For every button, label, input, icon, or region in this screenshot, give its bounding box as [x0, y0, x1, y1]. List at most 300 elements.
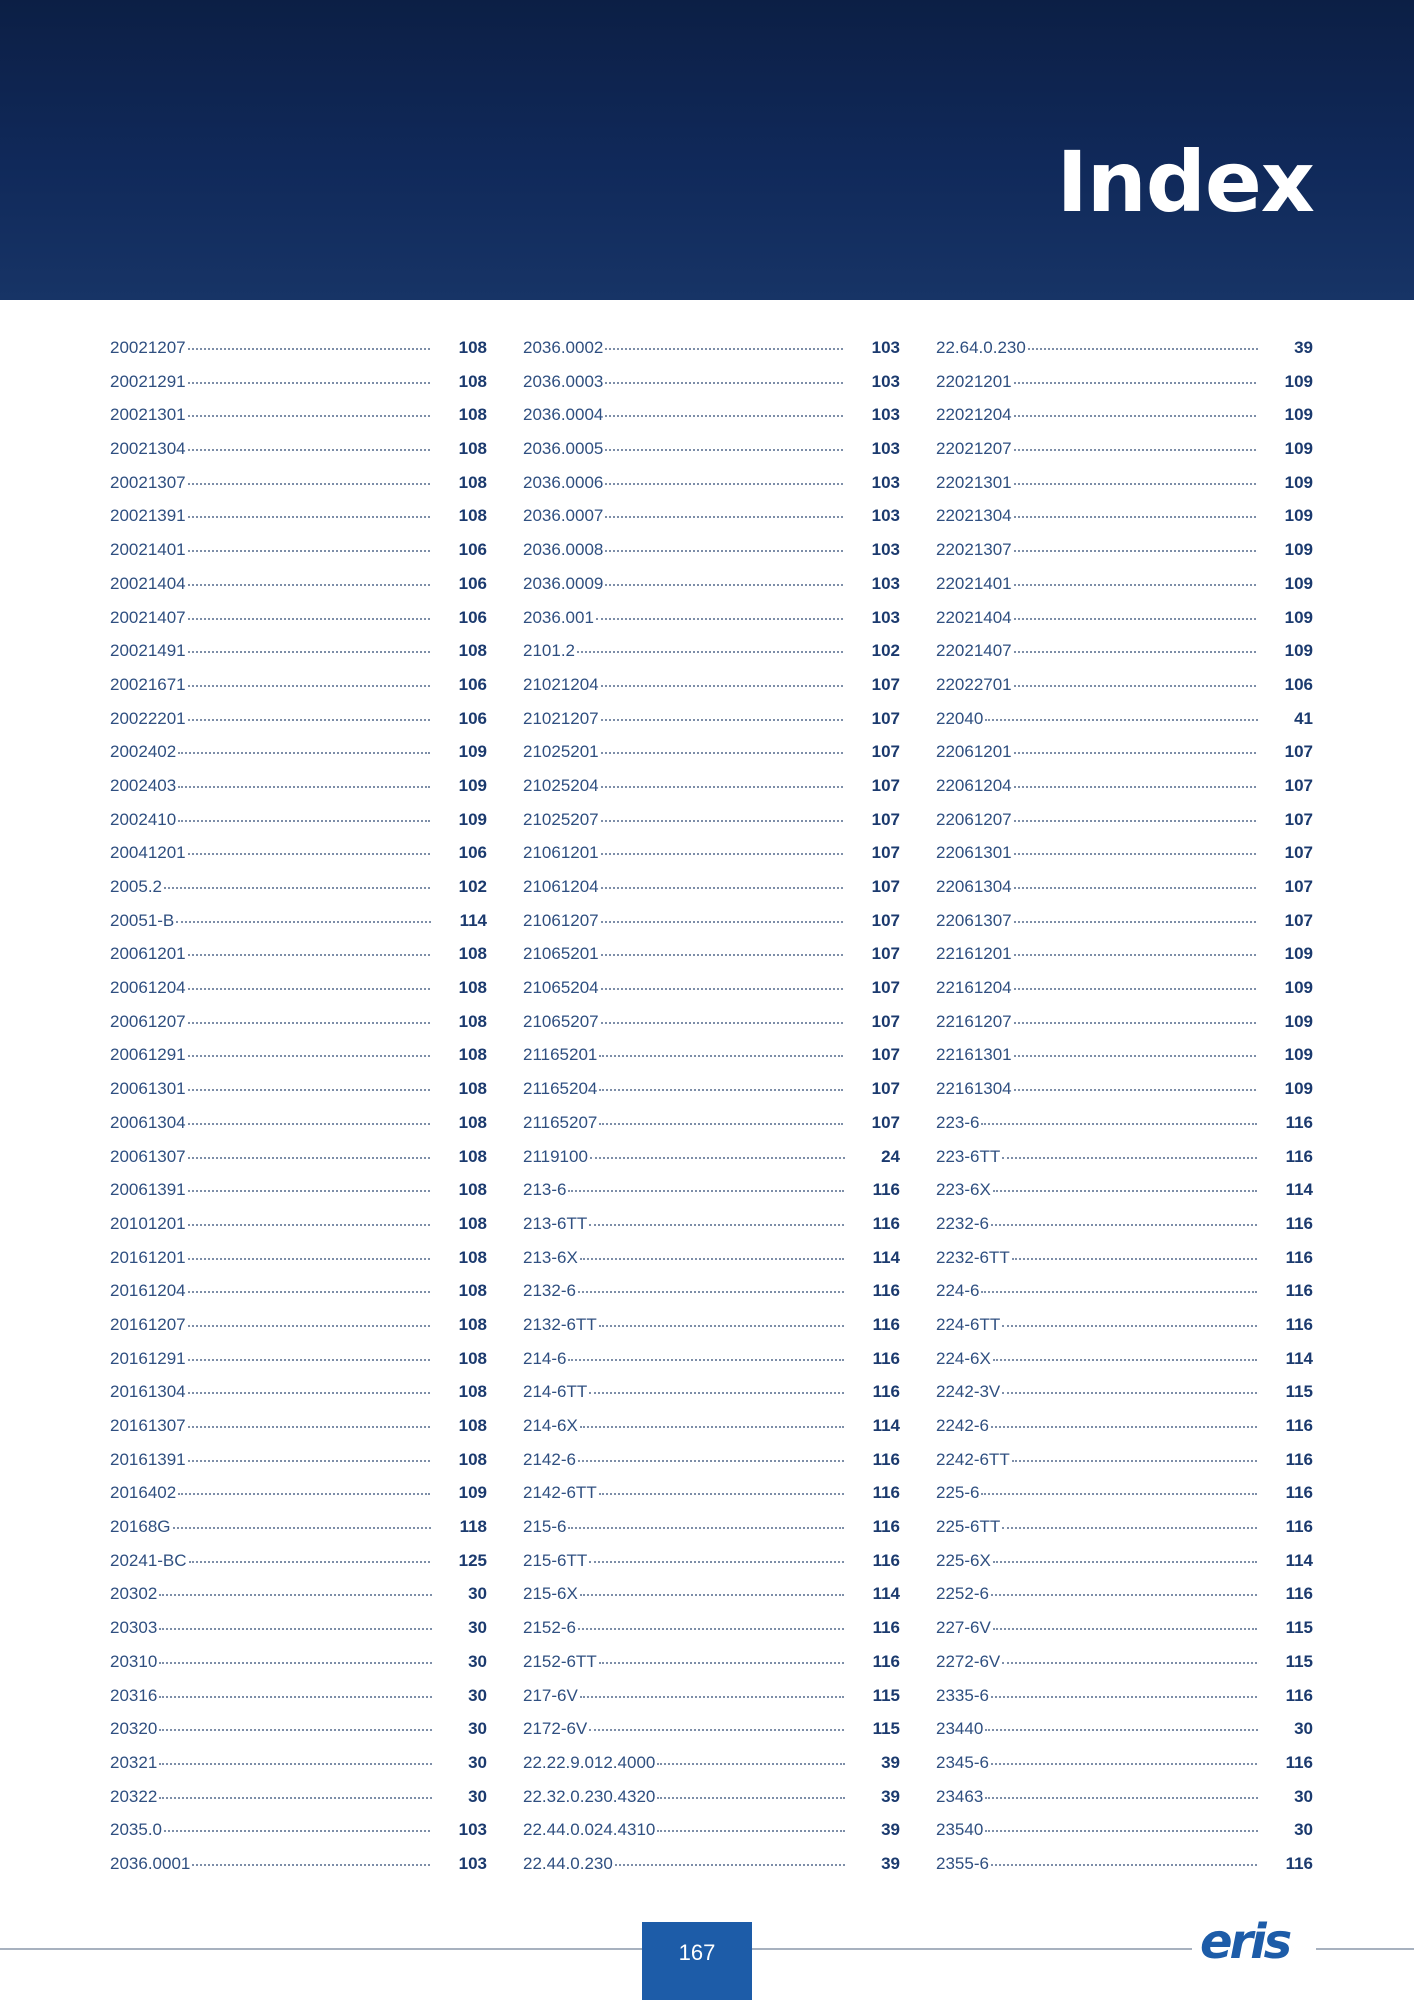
entry-page-number: 30 [1294, 1786, 1313, 1806]
entry-page-number: 108 [458, 1348, 487, 1368]
dot-leader [993, 1359, 1257, 1361]
dot-leader [605, 550, 842, 552]
entry-code: 213-6X [523, 1247, 578, 1267]
entry-page-number: 116 [872, 1180, 900, 1200]
footer-divider-middle [752, 1948, 1192, 1950]
index-entry [523, 1248, 900, 1282]
index-entry [110, 1483, 487, 1517]
index-entry [110, 439, 487, 473]
index-entry [110, 1113, 487, 1147]
entry-code: 20061204 [110, 978, 186, 998]
entry-code: 21025207 [523, 809, 599, 829]
entry-code: 20021307 [110, 472, 186, 492]
entry-code: 20061207 [110, 1011, 186, 1031]
entry-page-number: 39 [881, 1853, 900, 1873]
dot-leader [601, 853, 843, 855]
entry-page-number: 109 [458, 1483, 487, 1503]
entry-page-number: 116 [872, 1517, 900, 1537]
dot-leader [188, 1089, 430, 1091]
dot-leader [188, 853, 430, 855]
index-entry [110, 473, 487, 507]
entry-code: 2101.2 [523, 641, 575, 661]
index-entry [936, 1045, 1313, 1079]
entry-code: 20021301 [110, 405, 186, 425]
entry-page-number: 116 [872, 1483, 900, 1503]
entry-page-number: 106 [458, 573, 487, 593]
entry-code: 20061307 [110, 1146, 186, 1166]
entry-code: 2035.0 [110, 1820, 162, 1840]
entry-page-number: 116 [872, 1281, 900, 1301]
entry-page-number: 115 [1285, 1651, 1313, 1671]
entry-page-number: 41 [1294, 708, 1313, 728]
entry-code: 20021671 [110, 674, 186, 694]
entry-code: 213-6TT [523, 1213, 588, 1233]
entry-code: 20320 [110, 1719, 158, 1739]
dot-leader [188, 1190, 430, 1192]
entry-page-number: 109 [1284, 944, 1313, 964]
entry-code: 20021304 [110, 439, 186, 459]
entry-code: 2142-6 [523, 1449, 576, 1469]
entry-page-number: 116 [1285, 1752, 1313, 1772]
entry-code: 22161201 [936, 944, 1012, 964]
entry-page-number: 108 [458, 1314, 487, 1334]
entry-code: 20021407 [110, 607, 186, 627]
dot-leader [159, 1662, 432, 1664]
dot-leader [1002, 1527, 1256, 1529]
entry-page-number: 108 [458, 338, 487, 357]
entry-code: 20161204 [110, 1281, 186, 1301]
entry-code: 22021201 [936, 371, 1012, 391]
index-entry [936, 978, 1313, 1012]
index-entry [523, 1214, 900, 1248]
entry-code: 2002403 [110, 775, 177, 795]
index-entry [110, 1517, 487, 1551]
entry-code: 2036.0001 [110, 1853, 191, 1873]
entry-page-number: 108 [458, 1112, 487, 1132]
entry-page-number: 114 [872, 1416, 900, 1435]
index-entry [523, 1854, 900, 1888]
index-entry [110, 506, 487, 540]
index-entry [110, 1147, 487, 1181]
index-entry [523, 978, 900, 1012]
index-entry [523, 944, 900, 978]
index-entry [110, 1079, 487, 1113]
entry-code: 21021207 [523, 708, 599, 728]
index-entry [110, 709, 487, 743]
entry-code: 20061201 [110, 944, 186, 964]
entry-code: 2036.001 [523, 607, 594, 627]
entry-code: 20302 [110, 1584, 158, 1604]
dot-leader [1014, 1089, 1256, 1091]
index-entry [110, 1248, 487, 1282]
index-entry [110, 1349, 487, 1383]
entry-page-number: 103 [871, 338, 900, 357]
index-entry [110, 1450, 487, 1484]
entry-code: 20161391 [110, 1449, 186, 1469]
index-entry [110, 944, 487, 978]
entry-page-number: 108 [458, 1247, 487, 1267]
entry-code: 20161307 [110, 1416, 186, 1435]
entry-code: 20161291 [110, 1348, 186, 1368]
dot-leader [178, 820, 429, 822]
dot-leader [188, 1291, 430, 1293]
entry-page-number: 108 [458, 506, 487, 526]
entry-page-number: 107 [1284, 877, 1313, 896]
dot-leader [601, 820, 843, 822]
entry-code: 215-6 [523, 1517, 567, 1537]
dot-leader [173, 1527, 431, 1529]
dot-leader [985, 1830, 1258, 1832]
entry-code: 217-6V [523, 1685, 578, 1705]
index-entry [110, 1180, 487, 1214]
dot-leader [578, 1628, 844, 1630]
dot-leader [188, 483, 430, 485]
entry-code: 2172-6V [523, 1719, 588, 1739]
dot-leader [159, 1763, 432, 1765]
entry-page-number: 116 [872, 1314, 900, 1334]
index-entry [523, 877, 900, 911]
entry-page-number: 107 [1284, 775, 1313, 795]
index-entry [936, 1147, 1313, 1181]
entry-code: 2036.0009 [523, 573, 604, 593]
entry-page-number: 108 [458, 1416, 487, 1435]
entry-page-number: 103 [871, 405, 900, 425]
index-entry [936, 1686, 1313, 1720]
entry-code: 22022701 [936, 674, 1012, 694]
entry-code: 22.44.0.230 [523, 1853, 613, 1873]
entry-page-number: 108 [458, 1011, 487, 1031]
dot-leader [1014, 516, 1256, 518]
index-entry [523, 911, 900, 945]
dot-leader [188, 382, 430, 384]
dot-leader [599, 1089, 842, 1091]
index-entry [110, 1686, 487, 1720]
entry-code: 2142-6TT [523, 1483, 597, 1503]
entry-page-number: 116 [1285, 1483, 1313, 1503]
entry-code: 2272-6V [936, 1651, 1001, 1671]
entry-page-number: 108 [458, 641, 487, 661]
page-title: Index [1056, 133, 1314, 231]
entry-code: 20316 [110, 1685, 158, 1705]
dot-leader [1014, 820, 1256, 822]
entry-page-number: 109 [1284, 607, 1313, 627]
index-entry [523, 1147, 900, 1181]
entry-page-number: 107 [871, 809, 900, 829]
entry-page-number: 115 [1285, 1618, 1313, 1638]
entry-page-number: 103 [871, 439, 900, 459]
dot-leader [1014, 887, 1256, 889]
entry-page-number: 109 [1284, 540, 1313, 560]
index-entry [523, 1551, 900, 1585]
index-entry [523, 473, 900, 507]
index-entry [936, 1349, 1313, 1383]
dot-leader [188, 550, 430, 552]
index-entry [523, 1349, 900, 1383]
index-entry [523, 742, 900, 776]
index-entry [936, 1753, 1313, 1787]
dot-leader [188, 584, 430, 586]
entry-page-number: 116 [1285, 1584, 1313, 1604]
index-entry [936, 1854, 1313, 1888]
entry-code: 23540 [936, 1820, 984, 1840]
entry-code: 2036.0003 [523, 371, 604, 391]
dot-leader [188, 988, 430, 990]
dot-leader [164, 1830, 430, 1832]
entry-code: 2252-6 [936, 1584, 989, 1604]
entry-code: 22061304 [936, 877, 1012, 896]
entry-code: 21021204 [523, 674, 599, 694]
entry-page-number: 107 [871, 674, 900, 694]
dot-leader [1014, 550, 1256, 552]
dot-leader [605, 415, 842, 417]
entry-page-number: 103 [871, 540, 900, 560]
entry-code: 224-6 [936, 1281, 980, 1301]
entry-code: 20021391 [110, 506, 186, 526]
index-entry [936, 540, 1313, 574]
entry-page-number: 114 [1285, 1180, 1313, 1200]
entry-page-number: 103 [871, 472, 900, 492]
entry-code: 2232-6TT [936, 1247, 1010, 1267]
dot-leader [1002, 1157, 1256, 1159]
dot-leader [601, 988, 843, 990]
entry-page-number: 107 [871, 843, 900, 863]
dot-leader [601, 685, 843, 687]
index-entry [523, 439, 900, 473]
entry-page-number: 116 [1285, 1213, 1313, 1233]
dot-leader [590, 1157, 845, 1159]
dot-leader [188, 1359, 430, 1361]
dot-leader [188, 516, 430, 518]
index-entry [110, 540, 487, 574]
entry-code: 21065201 [523, 944, 599, 964]
entry-page-number: 109 [1284, 371, 1313, 391]
entry-page-number: 106 [458, 708, 487, 728]
entry-code: 2036.0002 [523, 338, 604, 357]
index-entry [110, 911, 487, 945]
index-entry [110, 1315, 487, 1349]
dot-leader [991, 1594, 1257, 1596]
index-entry [936, 1113, 1313, 1147]
dot-leader [188, 1055, 430, 1057]
index-entry [936, 1618, 1313, 1652]
entry-page-number: 103 [871, 607, 900, 627]
entry-page-number: 116 [872, 1651, 900, 1671]
index-entry [110, 1652, 487, 1686]
index-entry [110, 1584, 487, 1618]
entry-page-number: 109 [1284, 439, 1313, 459]
entry-code: 21165201 [523, 1045, 598, 1065]
entry-page-number: 108 [458, 944, 487, 964]
entry-page-number: 109 [458, 742, 487, 762]
index-entry [110, 1753, 487, 1787]
entry-page-number: 30 [468, 1752, 487, 1772]
entry-code: 2016402 [110, 1483, 177, 1503]
entry-page-number: 103 [871, 573, 900, 593]
dot-leader [1014, 415, 1256, 417]
entry-page-number: 107 [871, 742, 900, 762]
dot-leader [1014, 988, 1256, 990]
dot-leader [1014, 954, 1256, 956]
index-entry [523, 1820, 900, 1854]
entry-code: 22061207 [936, 809, 1012, 829]
index-entry [936, 574, 1313, 608]
entry-code: 20061391 [110, 1180, 186, 1200]
dot-leader [159, 1628, 432, 1630]
entry-code: 21061201 [523, 843, 599, 863]
page-number: 167 [642, 1922, 752, 2000]
dot-leader [188, 719, 430, 721]
index-entry [936, 1079, 1313, 1113]
entry-code: 2355-6 [936, 1853, 989, 1873]
entry-page-number: 114 [872, 1247, 900, 1267]
dot-leader [589, 1729, 843, 1731]
entry-page-number: 116 [872, 1618, 900, 1638]
index-entry [523, 1416, 900, 1450]
dot-leader [568, 1190, 843, 1192]
entry-code: 215-6X [523, 1584, 578, 1604]
dot-leader [178, 752, 429, 754]
index-entry [523, 1012, 900, 1046]
entry-code: 2005.2 [110, 877, 162, 896]
dot-leader [1014, 921, 1256, 923]
entry-code: 20101201 [110, 1213, 186, 1233]
dot-leader [605, 516, 842, 518]
entry-code: 22021401 [936, 573, 1012, 593]
entry-page-number: 107 [871, 1112, 900, 1132]
dot-leader [1014, 786, 1256, 788]
index-entry [936, 776, 1313, 810]
dot-leader [596, 618, 843, 620]
entry-page-number: 125 [458, 1550, 487, 1570]
entry-page-number: 109 [1284, 405, 1313, 425]
entry-code: 215-6TT [523, 1550, 588, 1570]
entry-page-number: 107 [871, 910, 900, 930]
footer-divider-right [1316, 1948, 1414, 1950]
entry-code: 20041201 [110, 843, 186, 863]
entry-page-number: 103 [458, 1853, 487, 1873]
entry-page-number: 116 [872, 1382, 900, 1402]
entry-page-number: 114 [872, 1584, 900, 1604]
dot-leader [1014, 685, 1256, 687]
entry-page-number: 108 [458, 405, 487, 425]
dot-leader [993, 1190, 1257, 1192]
entry-code: 213-6 [523, 1180, 567, 1200]
entry-code: 20061291 [110, 1045, 186, 1065]
entry-page-number: 109 [458, 775, 487, 795]
index-entry [110, 641, 487, 675]
entry-code: 22021404 [936, 607, 1012, 627]
index-entry [936, 1652, 1313, 1686]
entry-code: 22061204 [936, 775, 1012, 795]
entry-page-number: 106 [458, 540, 487, 560]
entry-code: 20310 [110, 1651, 158, 1671]
dot-leader [601, 887, 843, 889]
entry-page-number: 116 [1285, 1247, 1313, 1267]
dot-leader [188, 1325, 430, 1327]
entry-page-number: 108 [458, 1281, 487, 1301]
entry-page-number: 30 [468, 1618, 487, 1638]
index-entry [936, 1551, 1313, 1585]
entry-code: 2242-6 [936, 1416, 989, 1435]
dot-leader [159, 1797, 432, 1799]
dot-leader [178, 786, 429, 788]
dot-leader [577, 651, 843, 653]
entry-page-number: 108 [458, 1449, 487, 1469]
dot-leader [599, 1123, 842, 1125]
entry-page-number: 109 [1284, 506, 1313, 526]
entry-code: 2132-6 [523, 1281, 576, 1301]
entry-code: 2232-6 [936, 1213, 989, 1233]
dot-leader [188, 618, 430, 620]
dot-leader [580, 1696, 844, 1698]
dot-leader [605, 483, 842, 485]
entry-page-number: 24 [881, 1146, 900, 1166]
entry-page-number: 107 [1284, 809, 1313, 829]
index-entry [523, 1787, 900, 1821]
entry-code: 21165207 [523, 1112, 598, 1132]
dot-leader [599, 1662, 844, 1664]
entry-page-number: 114 [459, 910, 487, 930]
dot-leader [188, 651, 430, 653]
entry-code: 22021304 [936, 506, 1012, 526]
index-entry [936, 473, 1313, 507]
dot-leader [599, 1325, 844, 1327]
index-entry [936, 742, 1313, 776]
entry-page-number: 30 [1294, 1719, 1313, 1739]
entry-page-number: 116 [1285, 1416, 1313, 1435]
index-entry [936, 1517, 1313, 1551]
entry-page-number: 116 [1285, 1281, 1313, 1301]
entry-code: 223-6X [936, 1180, 991, 1200]
dot-leader [1014, 1022, 1256, 1024]
entry-page-number: 116 [872, 1213, 900, 1233]
dot-leader [1014, 449, 1256, 451]
index-entry [936, 911, 1313, 945]
entry-page-number: 109 [1284, 641, 1313, 661]
dot-leader [188, 1258, 430, 1260]
index-entry [936, 843, 1313, 877]
entry-page-number: 107 [1284, 843, 1313, 863]
dot-leader [178, 1493, 429, 1495]
entry-code: 20303 [110, 1618, 158, 1638]
index-entry [523, 1315, 900, 1349]
entry-code: 2002402 [110, 742, 177, 762]
entry-code: 20021291 [110, 371, 186, 391]
entry-page-number: 108 [458, 1382, 487, 1402]
entry-code: 224-6X [936, 1348, 991, 1368]
entry-code: 2036.0006 [523, 472, 604, 492]
dot-leader [589, 1392, 843, 1394]
entry-code: 223-6TT [936, 1146, 1001, 1166]
entry-page-number: 106 [458, 843, 487, 863]
entry-code: 20061301 [110, 1079, 186, 1099]
index-entry [936, 1214, 1313, 1248]
entry-code: 22021301 [936, 472, 1012, 492]
entry-code: 21065204 [523, 978, 599, 998]
index-entry [523, 608, 900, 642]
index-entry [523, 1618, 900, 1652]
dot-leader [1002, 1662, 1256, 1664]
index-entry [110, 776, 487, 810]
index-entry [936, 1820, 1313, 1854]
index-entry [936, 506, 1313, 540]
entry-page-number: 116 [1285, 1853, 1313, 1873]
dot-leader [981, 1291, 1256, 1293]
entry-code: 22061201 [936, 742, 1012, 762]
dot-leader [1002, 1325, 1256, 1327]
dot-leader [188, 954, 430, 956]
dot-leader [188, 449, 430, 451]
